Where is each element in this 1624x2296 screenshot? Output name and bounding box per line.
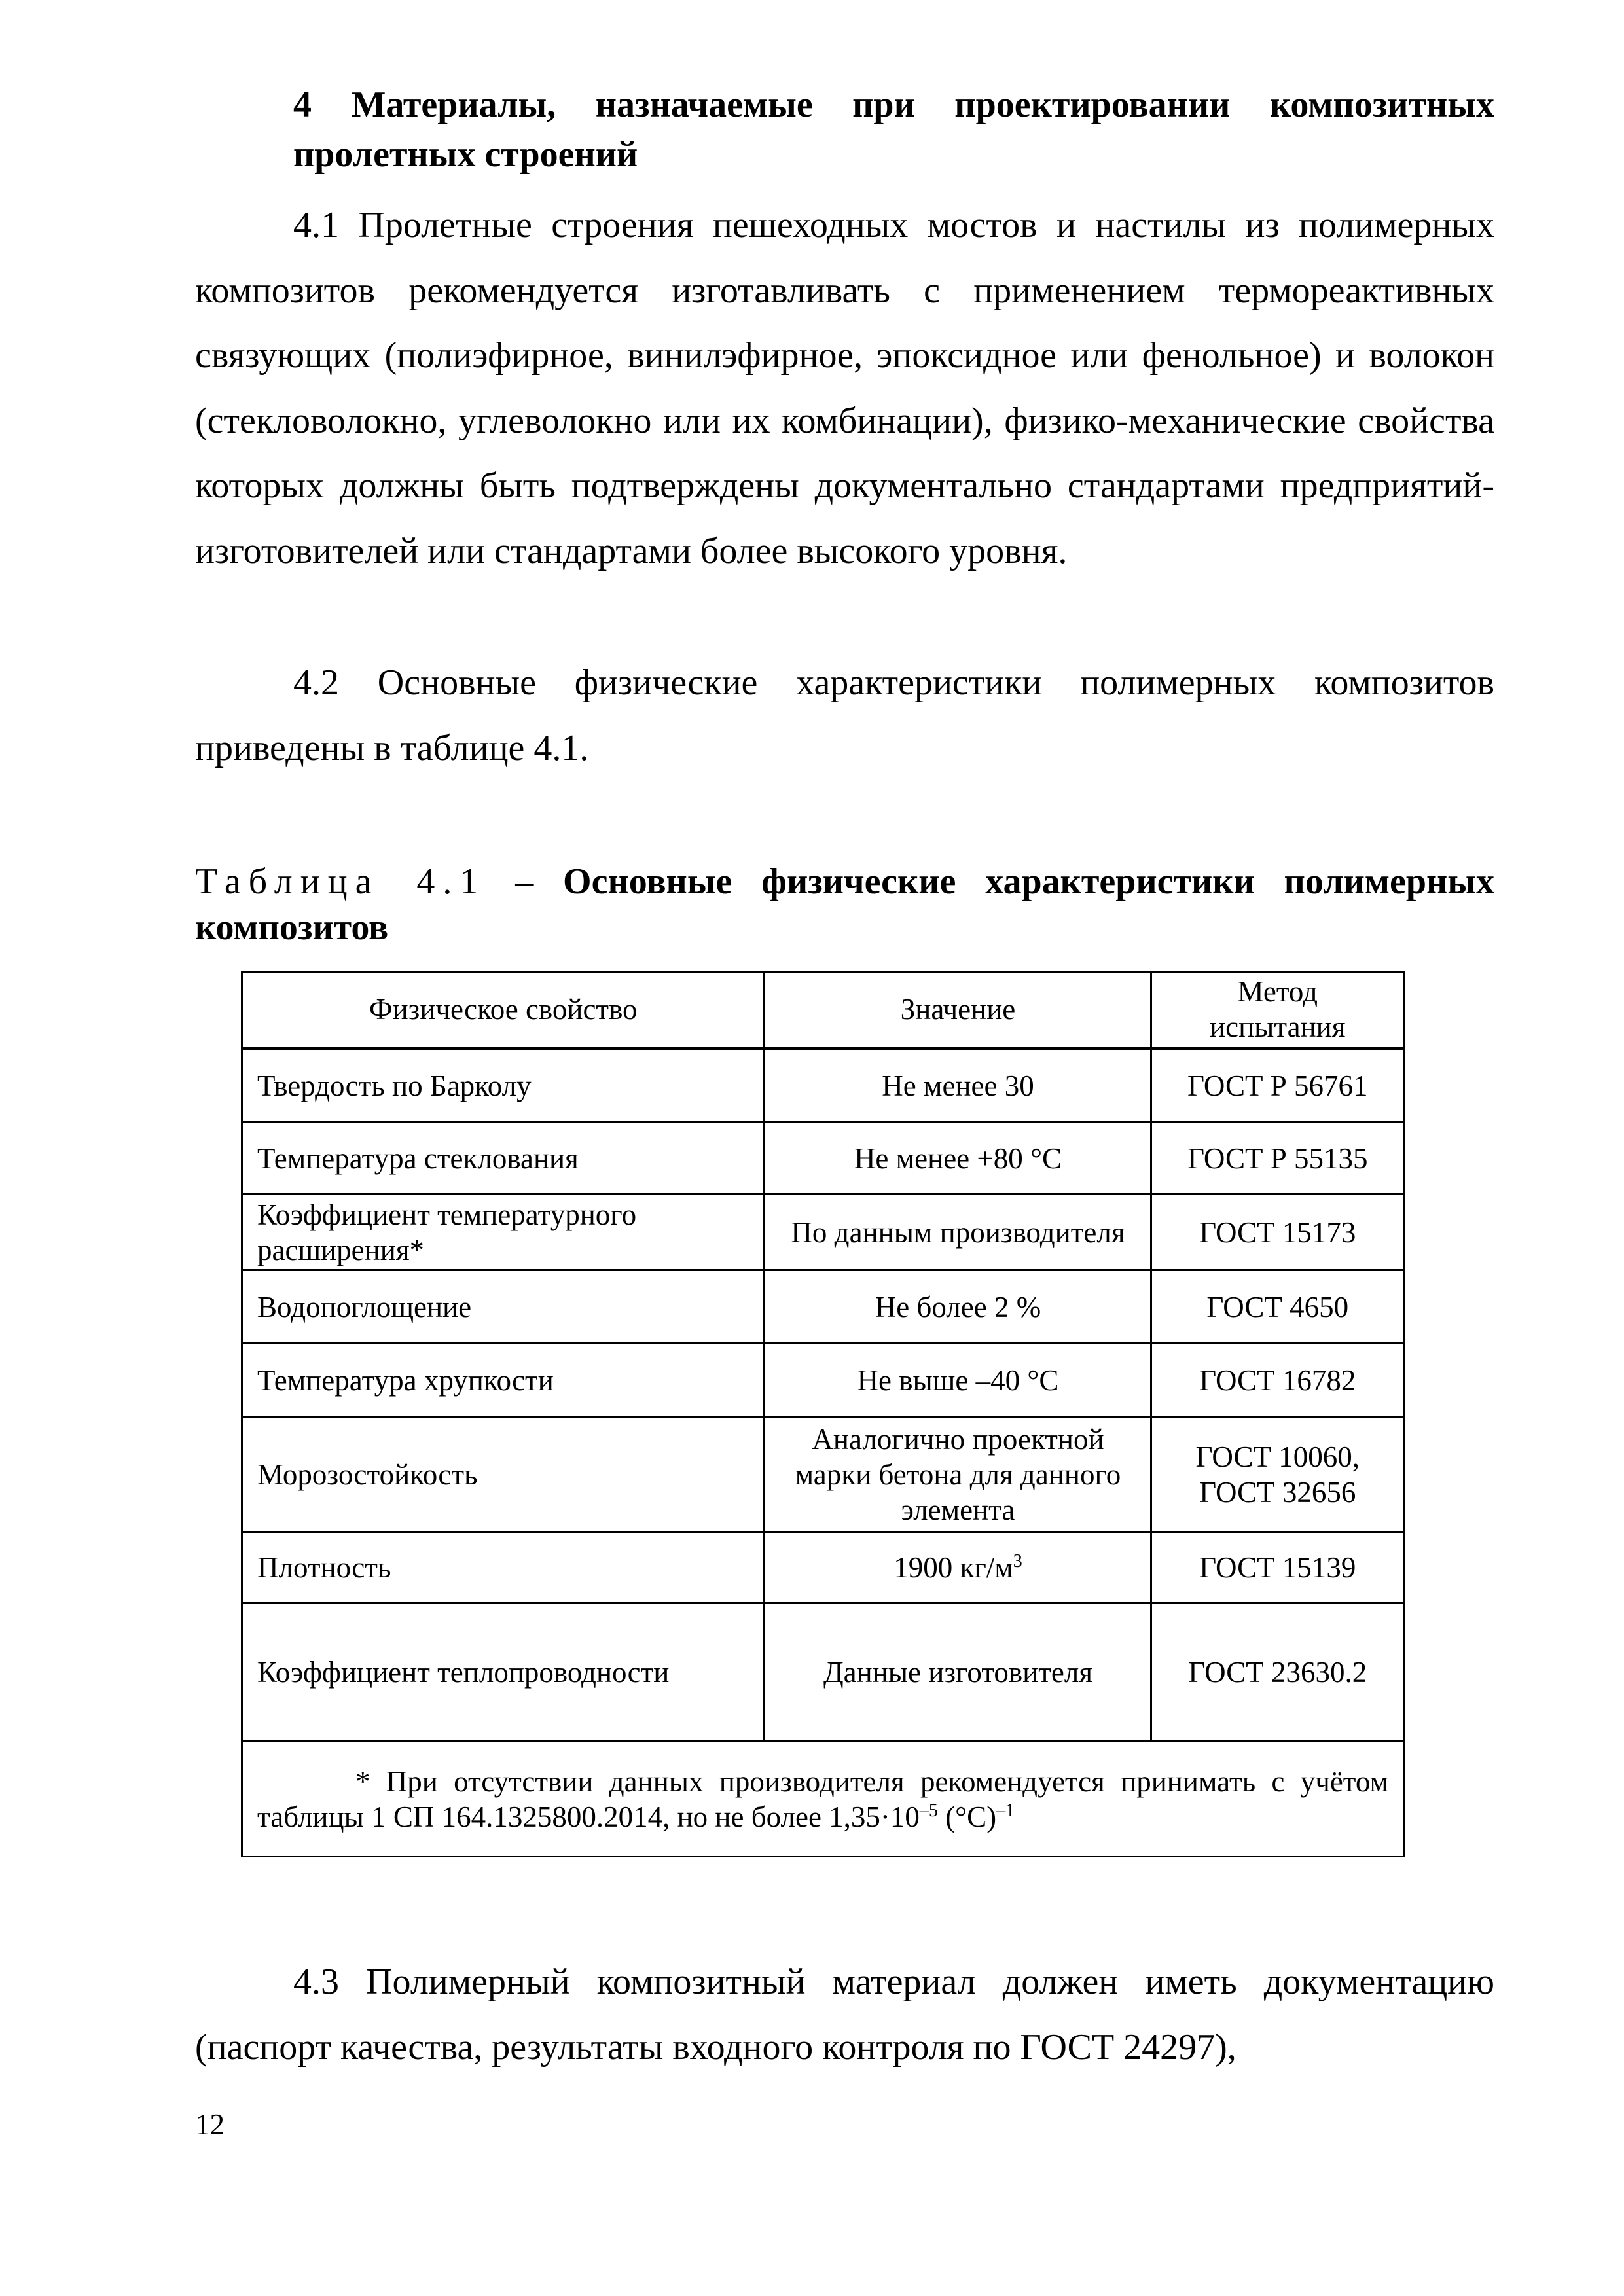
table-row	[242, 1604, 1404, 1742]
paragraph-4-2: 4.2 Основные физические характеристики полимерных композитов приведены в таблице 4.1.	[195, 662, 1494, 768]
cell-method: ГОСТ 4650	[1151, 1270, 1404, 1344]
cell-property: Коэффициент температурного расширения*	[242, 1194, 765, 1270]
cell-method: ГОСТ Р 56761	[1151, 1049, 1404, 1122]
cell-method: ГОСТ 16782	[1151, 1344, 1404, 1418]
header-property: Физическое свойство	[242, 972, 765, 1049]
cell-property: Твердость по Барколу	[242, 1049, 765, 1122]
cell-value: Не менее +80 °С	[765, 1122, 1151, 1194]
table-row	[242, 1270, 1404, 1344]
cell-value: Не выше –40 °С	[765, 1344, 1151, 1418]
cell-property: Плотность	[242, 1532, 765, 1604]
header-value: Значение	[765, 972, 1151, 1049]
cell-value: Не менее 30	[765, 1049, 1151, 1122]
cell-method: ГОСТ 15173	[1151, 1194, 1404, 1270]
cell-method: ГОСТ 15139	[1151, 1532, 1404, 1604]
table-header-row	[242, 972, 1404, 1049]
cell-method-line2: ГОСТ 32656	[1199, 1476, 1356, 1509]
table-caption-label: Таблица 4.1	[195, 861, 486, 902]
table-row	[242, 1122, 1404, 1194]
table-row	[242, 1418, 1404, 1532]
footnote-text: * При отсутствии данных производителя рекомендуется принимать с учётом таблицы 1 СП 164.1325800.2014, но не более 1,35·10	[257, 1765, 1388, 1833]
header-method-line2: испытания	[1210, 1011, 1346, 1044]
table-caption-title: Основные физические характеристики полимерных композитов	[195, 861, 1495, 948]
table-caption-dash: –	[515, 861, 534, 902]
paragraph-4-3: 4.3 Полимерный композитный материал должен иметь документацию (паспорт качества, результаты входного контроля по ГОСТ 24297),	[195, 1962, 1494, 2068]
table-footnote	[242, 1742, 1404, 1857]
paragraph-4-1: 4.1 Пролетные строения пешеходных мостов и настилы из полимерных композитов рекомендуется изготавливать с применением термореактивных связующих (полиэфирное, винилэфирное, эпоксидное или фенольное) и волокон (стекловолокно, углеволокно или их комбинации), физико-механические свойства которых должны быть подтверждены документально стандартами предприятий-изготовителей или стандартами более высокого уровня.	[195, 205, 1494, 571]
cell-value: Не более 2 %	[765, 1270, 1151, 1344]
cell-property: Коэффициент теплопроводности	[242, 1604, 765, 1742]
properties-table	[241, 971, 1405, 1857]
footnote-exponent-2: –1	[996, 1800, 1015, 1821]
header-method-line1: Метод	[1237, 975, 1318, 1009]
table-row	[242, 1532, 1404, 1604]
section-heading: 4 Материалы, назначаемые при проектировании композитных пролетных строений	[293, 84, 1494, 175]
cell-method: ГОСТ 23630.2	[1151, 1604, 1404, 1742]
cell-property: Температура хрупкости	[242, 1344, 765, 1418]
cell-method: ГОСТ Р 55135	[1151, 1122, 1404, 1194]
table-caption	[195, 859, 1494, 950]
table-footnote-row	[242, 1742, 1404, 1857]
page-number: 12	[195, 2108, 225, 2141]
cell-value-superscript: 3	[1013, 1551, 1022, 1571]
cell-method	[1151, 1418, 1404, 1532]
table-row	[242, 1194, 1404, 1270]
footnote-unit: (°С)	[937, 1800, 997, 1833]
footnote-exponent-1: –5	[919, 1800, 938, 1821]
cell-value: Аналогично проектной марки бетона для данного элемента	[765, 1418, 1151, 1532]
table-row	[242, 1049, 1404, 1122]
cell-method-line1: ГОСТ 10060,	[1195, 1441, 1360, 1473]
header-method	[1151, 972, 1404, 1049]
cell-property: Водопоглощение	[242, 1270, 765, 1344]
cell-value-text: 1900 кг/м	[893, 1551, 1013, 1584]
cell-property: Морозостойкость	[242, 1418, 765, 1532]
cell-value: Данные изготовителя	[765, 1604, 1151, 1742]
cell-property: Температура стеклования	[242, 1122, 765, 1194]
table-row	[242, 1344, 1404, 1418]
cell-value	[765, 1532, 1151, 1604]
cell-value: По данным производителя	[765, 1194, 1151, 1270]
